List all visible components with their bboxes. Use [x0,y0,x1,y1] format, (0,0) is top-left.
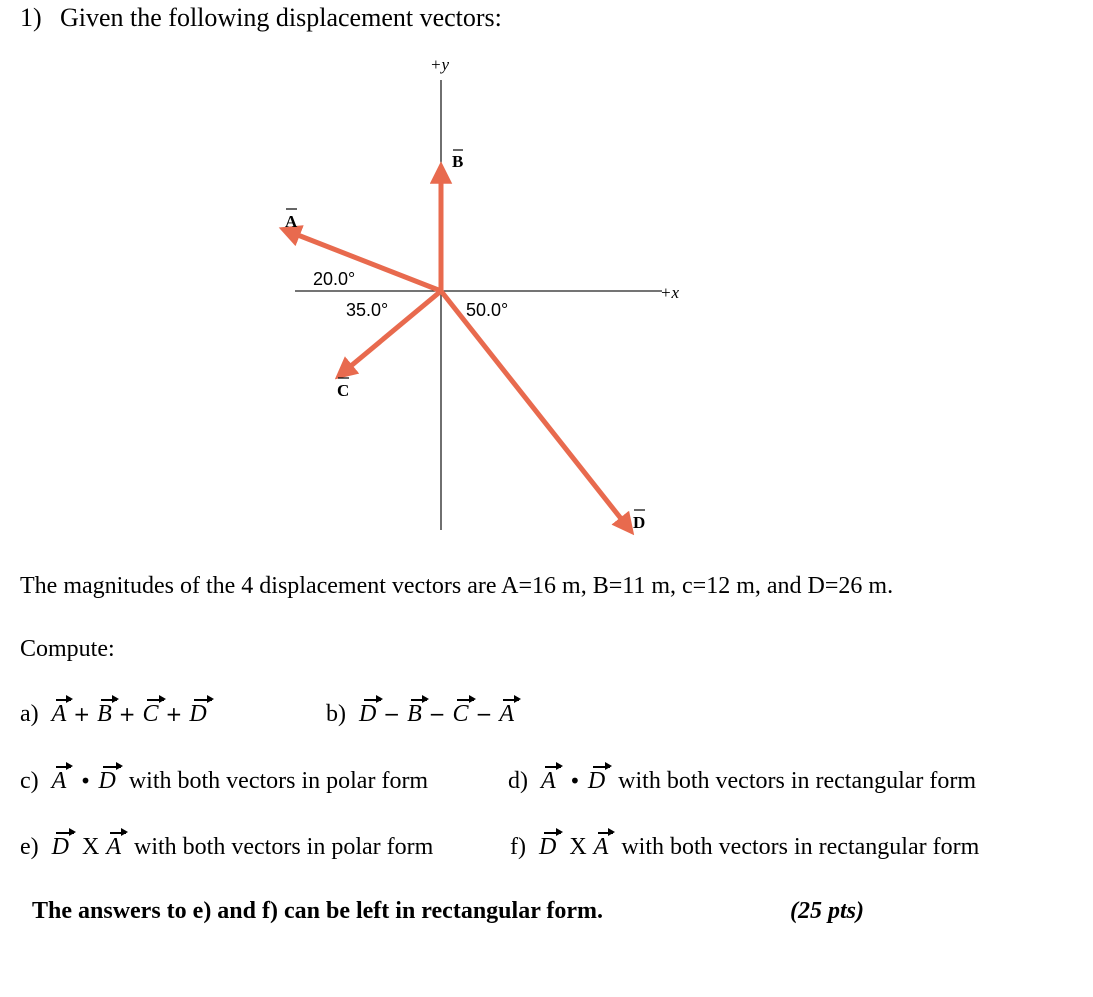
vector-d-symbol: D [587,768,606,794]
question-number: 1) [20,3,42,32]
part-c: c) A • D with both vectors in polar form [20,768,429,794]
vector-c-label: C [337,381,350,400]
vector-a-symbol: A [499,701,514,727]
vector-b-symbol: B [407,701,422,727]
angle-c-label: 35.0° [346,300,389,320]
part-a: a) A + B + C + D [20,701,207,727]
vector-c-symbol: C [142,701,159,727]
y-axis-label: +y [430,55,450,74]
part-b-label: b) [326,701,346,727]
vector-a-arrow [285,230,441,291]
x-axis-label: +x [660,283,680,302]
vector-b-label: B [452,152,464,171]
vector-a-symbol: A [541,768,556,794]
part-a-label: a) [20,701,39,727]
part-d-text: with both vectors in rectangular form [618,768,977,794]
part-d-label: d) [508,768,528,794]
part-c-text: with both vectors in polar form [128,768,429,794]
question-text: Given the following displacement vectors: [60,3,502,32]
angle-a-label: 20.0° [313,269,356,289]
vector-c-symbol: C [452,701,469,727]
points-label: (25 pts) [790,898,864,924]
vector-a-symbol: A [51,701,67,727]
vector-a-symbol: A [106,834,122,860]
vector-d-symbol: D [538,834,557,860]
vector-d-symbol: D [98,768,116,794]
part-e: e) D X A with both vectors in polar form [20,834,434,860]
vector-d-symbol: D [51,834,69,860]
vector-d-symbol: D [189,701,207,727]
vector-d-label: D [633,513,646,532]
vector-d-symbol: D [359,701,377,727]
part-e-text: with both vectors in polar form [134,834,434,860]
vector-diagram-svg [230,40,730,540]
part-b: b) D − B − C − A [326,701,514,727]
vector-diagram [230,40,730,540]
vector-d-arrow [441,291,630,530]
part-d: d) A • D with both vectors in rectangular form [508,768,977,794]
vector-a-label: A [285,212,298,231]
magnitudes-text: The magnitudes of the 4 displacement vectors are A=16 m, B=11 m, c=12 m, and D=26 m. [20,573,894,599]
part-f: f) D X A with both vectors in rectangular form [510,834,980,860]
footer-note: The answers to e) and f) can be left in rectangular form. [32,898,604,924]
vector-a-symbol: A [51,768,67,794]
angle-d-label: 50.0° [466,300,509,320]
part-f-text: with both vectors in rectangular form [621,834,980,860]
part-f-label: f) [510,834,526,860]
part-c-label: c) [20,768,39,794]
vector-b-symbol: B [97,701,112,727]
part-e-label: e) [20,834,39,860]
vector-a-symbol: A [593,834,609,860]
compute-label: Compute: [20,636,115,662]
question-title [20,3,502,33]
